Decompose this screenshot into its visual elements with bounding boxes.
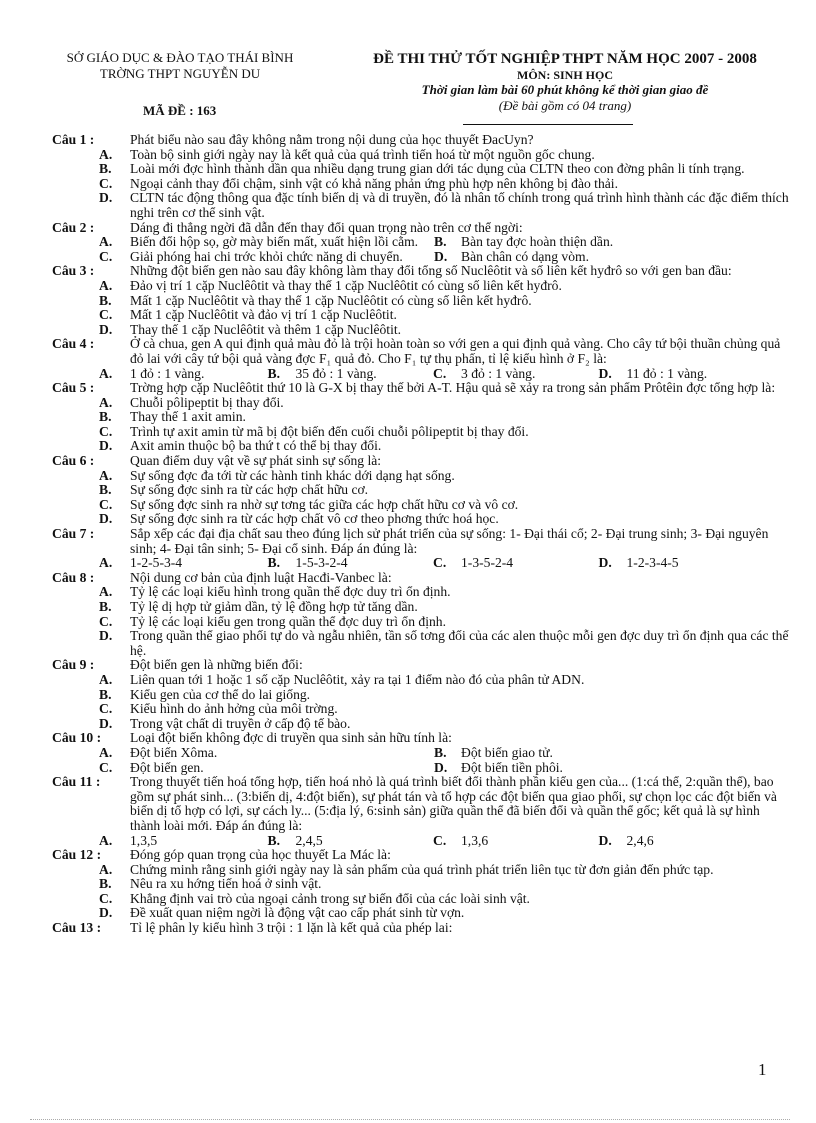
question-number: Câu 7 : — [52, 526, 95, 542]
footer-dotted-line — [30, 1119, 790, 1120]
option-letter: C. — [99, 248, 113, 264]
option-text: Kiểu hình do ảnh hởng của môi trờng. — [130, 701, 338, 717]
option-letter: B. — [99, 686, 112, 702]
question-number: Câu 8 : — [52, 569, 95, 585]
answer-option — [99, 584, 792, 600]
answer-option — [99, 234, 461, 250]
exam-title: ĐỀ THI THỬ TỐT NGHIỆP THPT NĂM HỌC 2007 - 2008 — [373, 51, 757, 67]
option-letter: C. — [99, 423, 113, 439]
option-letter: B. — [267, 365, 280, 381]
question-item — [52, 658, 792, 731]
question-number: Câu 3 : — [52, 263, 95, 279]
option-text: Đột biến giao tử. — [461, 744, 553, 760]
option-text: Mất 1 cặp Nuclêôtit và đảo vị trí 1 cặp Nuclêôtit. — [130, 307, 397, 323]
option-letter: A. — [99, 467, 113, 483]
answer-option — [598, 832, 793, 849]
option-letter: B. — [99, 482, 112, 498]
option-text: Thay thế 1 axit amin. — [130, 409, 246, 425]
option-text: 1-2-3-4-5 — [626, 555, 679, 571]
option-letter: A. — [99, 146, 113, 162]
option-letter: D. — [99, 190, 113, 206]
option-text: 2,4,5 — [295, 832, 323, 848]
answer-option — [99, 307, 792, 323]
option-text: Chứng minh rằng sinh giới ngày nay là sản phẩm của quá trình phát triển liên tục từ đơn giản đến phức tạp. — [130, 861, 714, 877]
question-item — [52, 221, 792, 265]
option-letter: B. — [267, 555, 280, 571]
option-letter: A. — [99, 555, 113, 571]
subject-line: MÔN: SINH HỌC — [517, 68, 613, 82]
option-text: 3 đỏ : 1 vàng. — [461, 365, 536, 381]
answer-option — [99, 628, 792, 658]
answer-option — [99, 599, 792, 615]
option-text: 1-3-5-2-4 — [461, 555, 514, 571]
option-letter: D. — [598, 365, 612, 381]
option-text: Sự sống đợc sinh ra từ các hợp chất hữu cơ. — [130, 482, 369, 498]
answer-option — [434, 744, 792, 761]
option-text: Đột biến gen. — [130, 759, 204, 775]
option-letter: D. — [99, 511, 113, 527]
option-letter: A. — [99, 861, 113, 877]
question-stem: Những đột biến gen nào sau đây không làm thay đổi tổng số Nuclêôtit và số liên kết hyđrô so với gen ban đầu: — [130, 263, 732, 279]
question-list — [52, 133, 792, 936]
question-item — [52, 921, 792, 936]
option-text: 2,4,6 — [626, 832, 654, 848]
option-letter: D. — [99, 905, 113, 921]
answer-option — [99, 905, 792, 921]
option-text: 1-2-5-3-4 — [130, 555, 183, 571]
issuer-header — [40, 50, 320, 82]
option-text: Toàn bộ sinh giới ngày nay là kết quả của quá trình tiến hoá từ một nguồn gốc chung. — [130, 146, 595, 162]
answer-option — [99, 715, 792, 732]
department-name: SỞ GIÁO DỤC & ĐÀO TẠO THÁI BÌNH — [66, 50, 294, 65]
option-text: Thay thế 1 cặp Nuclêôtit và thêm 1 cặp Nuclêôtit. — [130, 321, 402, 337]
question-stem: Trờng hợp cặp Nuclêôtit thứ 10 là G-X bị thay thế bởi A-T. Hậu quả sẽ xảy ra trong sản phẩm Prôtêin đợc tổng hợp là: — [130, 380, 776, 396]
option-letter: A. — [99, 234, 113, 250]
question-stem: Sắp xếp các đại địa chất sau theo đúng lịch sử phát triển của sự sống: 1- Đại thái cổ; 2- Đại trung sinh; 3- Đại nguyên sinh; 4- Đại tân sinh; 5- Đại cổ sinh. Đáp án đúng là: — [130, 526, 769, 556]
option-text: Sự sống đợc sinh ra nhờ sự tơng tác giữa các hợp chất hữu cơ và vô cơ. — [130, 496, 519, 512]
option-letter: D. — [99, 438, 113, 454]
option-letter: D. — [99, 628, 113, 644]
question-number: Câu 6 : — [52, 453, 95, 469]
option-text: Ngoại cảnh thay đổi chậm, sinh vật có khả năng phản ứng phù hợp nên không bị đào thải. — [130, 175, 618, 191]
option-letter: B. — [434, 234, 447, 250]
question-item — [52, 775, 792, 848]
option-letter: A. — [99, 394, 113, 410]
option-text: 1,3,5 — [130, 832, 158, 848]
answer-option — [99, 146, 792, 163]
answer-option — [99, 759, 461, 776]
answer-option — [99, 701, 792, 717]
option-letter: D. — [598, 832, 612, 848]
option-letter: C. — [99, 701, 113, 717]
option-text: Sự sống đợc sinh ra từ các hợp chất vô cơ theo phơng thức hoá học. — [130, 511, 499, 527]
option-letter: A. — [99, 365, 113, 381]
question-number: Câu 12 : — [52, 847, 102, 863]
question-item — [52, 133, 792, 221]
question-number: Câu 9 : — [52, 657, 95, 673]
option-text: Đề xuất quan niệm ngời là động vật cao cấp phát sinh từ vợn. — [130, 905, 465, 921]
option-text: Sự sống đợc đa tới từ các hành tinh khác dới dạng hạt sống. — [130, 467, 455, 483]
option-text: Giải phóng hai chi trớc khỏi chức năng di chuyển. — [130, 248, 403, 264]
answer-option — [99, 292, 792, 309]
option-text: Liên quan tới 1 hoặc 1 số cặp Nuclêôtit, xảy ra tại 1 điểm nào đó của phân tử ADN. — [130, 671, 585, 687]
option-text: Loài mới đợc hình thành dần qua nhiều dạng trung gian dới tác dụng của CLTN theo con đờng phân li tính trạng. — [130, 161, 745, 177]
option-letter: C. — [99, 307, 113, 323]
answer-option — [99, 613, 792, 630]
option-letter: C. — [433, 365, 447, 381]
answer-option — [99, 190, 792, 220]
option-text: 1-5-3-2-4 — [295, 555, 348, 571]
option-letter: A. — [99, 671, 113, 687]
answer-option — [99, 423, 792, 440]
option-text: Axit amin thuộc bộ ba thứ t có thể bị thay đổi. — [130, 438, 382, 454]
question-item — [52, 731, 792, 775]
question-item — [52, 381, 792, 454]
option-text: 1 đỏ : 1 vàng. — [130, 365, 205, 381]
option-letter: D. — [434, 248, 448, 264]
question-stem: Ở cà chua, gen A qui định quả màu đỏ là trội hoàn toàn so với gen a qui định quả vàng. Cho cây tứ bội thuần chủng quả đỏ lai với cây tứ bội quả vàng đợc F₁ quả đỏ. Cho F₁ tự thụ phấn, tỉ lệ kiểu hình ở F₂ là: — [130, 336, 781, 366]
option-text: Trong quần thể giao phối tự do và ngẫu nhiên, tần số tơng đối của các alen thuộc mỗi gen đợc duy trì ổn định qua các thế hệ. — [130, 628, 789, 658]
option-letter: A. — [99, 744, 113, 760]
option-letter: C. — [99, 759, 113, 775]
answer-option — [99, 277, 792, 294]
option-letter: D. — [99, 715, 113, 731]
question-item — [52, 337, 792, 381]
exam-header — [350, 50, 780, 114]
option-text: 1,3,6 — [461, 832, 489, 848]
option-letter: A. — [99, 832, 113, 848]
answer-option — [434, 248, 792, 265]
question-stem: Trong thuyết tiến hoá tổng hợp, tiến hoá nhỏ là quá trình biết đổi thành phần kiểu gen của... (1:cá thể, 2:quần thể), bao gồm sự phát sinh... (3:biến dị, 4:đột biến), sự phát tán và tổ hợp các đột biến qua giao phối, sự chọn lọc các đột biến và biến dị tổ hợp có lợi, sự cách ly... (5:địa lý, 6:sinh sản) giữa quần thể đã biến đổi và quần thể gốc; kết quả là sự hình thành loài mới. Đáp án đúng là: — [130, 774, 777, 833]
answer-option — [99, 890, 792, 907]
option-text: Bàn tay đợc hoàn thiện dần. — [461, 234, 614, 250]
exam-code: MÃ ĐỀ : 163 — [143, 103, 217, 118]
option-letter: C. — [99, 175, 113, 191]
question-stem: Đột biến gen là những biến đổi: — [130, 657, 303, 673]
option-letter: D. — [99, 321, 113, 337]
answer-option — [99, 248, 461, 265]
answer-option — [434, 234, 792, 250]
question-stem: Dáng đi thẳng ngời đã dẫn đến thay đổi quan trọng nào trên cơ thể ngời: — [130, 219, 523, 235]
school-name: TRỜNG THPT NGUYỄN DU — [99, 66, 261, 81]
answer-option — [99, 496, 792, 513]
question-stem: Quan điểm duy vật về sự phát sinh sự sống là: — [130, 453, 382, 469]
answer-option — [99, 686, 792, 703]
question-stem: Nội dung cơ bản của định luật Hacđi-Vanbec là: — [130, 569, 392, 585]
answer-option — [99, 409, 792, 425]
option-text: Mất 1 cặp Nuclêôtit và thay thế 1 cặp Nuclêôtit có cùng số liên kết hyđrô. — [130, 292, 532, 308]
option-letter: B. — [434, 744, 447, 760]
question-number: Câu 1 : — [52, 132, 95, 147]
option-letter: B. — [99, 599, 112, 614]
header-divider — [463, 124, 633, 125]
option-letter: B. — [99, 409, 112, 425]
option-letter: C. — [99, 890, 113, 906]
time-note: Thời gian làm bài 60 phút không kể thời gian giao đề — [421, 82, 709, 97]
option-letter: C. — [433, 555, 447, 571]
option-text: Đột biến Xôma. — [130, 744, 218, 760]
question-item — [52, 454, 792, 527]
pages-note: (Đề bài gồm có 04 trang) — [498, 98, 632, 113]
question-number: Câu 10 : — [52, 730, 102, 746]
option-letter: C. — [99, 496, 113, 512]
question-number: Câu 13 : — [52, 920, 102, 936]
option-text: Trong vật chất di truyền ở cấp độ tế bào. — [130, 715, 351, 731]
option-text: Nêu ra xu hớng tiến hoá ở sinh vật. — [130, 876, 322, 892]
answer-option — [99, 876, 792, 892]
option-text: 35 đỏ : 1 vàng. — [295, 365, 377, 381]
option-letter: C. — [433, 832, 447, 848]
question-stem: Đóng góp quan trọng của học thuyết La Mác là: — [130, 847, 391, 863]
question-stem: Loại đột biến không đợc di truyền qua sinh sản hữu tính là: — [130, 730, 452, 746]
answer-option — [99, 467, 792, 484]
question-number: Câu 4 : — [52, 336, 95, 352]
question-item — [52, 848, 792, 921]
option-text: Tỷ lệ các loại kiểu gen trong quần thể đợc duy trì ổn định. — [130, 613, 446, 629]
question-stem: Phát biểu nào sau đây không nằm trong nội dung của học thuyết ĐacUyn? — [130, 132, 534, 147]
answer-option — [99, 511, 792, 527]
answer-option — [598, 365, 793, 382]
answer-option — [434, 759, 792, 776]
option-text: Biến đổi hộp sọ, gờ mày biến mất, xuất hiện lồi cằm. — [130, 234, 419, 250]
question-number: Câu 5 : — [52, 380, 95, 396]
option-text: Tỷ lệ các loại kiểu hình trong quần thể đợc duy trì ổn định. — [130, 584, 451, 600]
answer-option — [99, 744, 461, 761]
option-letter: D. — [434, 759, 448, 775]
answer-option — [99, 175, 792, 192]
option-text: Kiểu gen của cơ thể do lai giống. — [130, 686, 311, 702]
option-text: Đảo vị trí 1 cặp Nuclêôtit và thay thế 1 cặp Nuclêôtit có cùng số liên kết hyđrô. — [130, 277, 562, 293]
question-item — [52, 527, 792, 571]
option-text: Đột biến tiền phôi. — [461, 759, 563, 775]
option-text: Tỷ lệ dị hợp tử giảm dần, tỷ lệ đồng hợp tử tăng dần. — [130, 599, 418, 614]
option-letter: B. — [99, 292, 112, 308]
option-text: Khẳng định vai trò của ngoại cảnh trong sự biến đổi của các loài sinh vật. — [130, 890, 530, 906]
option-letter: B. — [99, 161, 112, 177]
option-text: Bàn chân có dạng vòm. — [461, 248, 589, 264]
option-letter: A. — [99, 584, 113, 600]
option-text: CLTN tác động thông qua đặc tính biến dị và di truyền, đó là nhân tố chính trong quá trình hình thành các đặc điểm thích nghi trên cơ thể sinh vật. — [130, 190, 789, 220]
question-number: Câu 11 : — [52, 774, 101, 790]
answer-option — [99, 861, 792, 878]
answer-option — [99, 438, 792, 454]
option-letter: B. — [99, 876, 112, 892]
question-number: Câu 2 : — [52, 219, 95, 235]
question-item — [52, 264, 792, 337]
option-letter: A. — [99, 277, 113, 293]
answer-option — [99, 394, 792, 411]
answer-option — [99, 161, 792, 177]
option-letter: B. — [267, 832, 280, 848]
option-text: Chuỗi pôlipeptit bị thay đổi. — [130, 394, 284, 410]
option-text: 11 đỏ : 1 vàng. — [626, 365, 708, 381]
page-number: 1 — [758, 1060, 767, 1079]
option-text: Trình tự axit amin từ mã bị đột biến đến cuối chuỗi pôlipeptit bị thay đổi. — [130, 423, 529, 439]
option-letter: C. — [99, 613, 113, 629]
question-item — [52, 571, 792, 659]
answer-option — [598, 555, 793, 571]
question-stem: Tỉ lệ phân ly kiểu hình 3 trội : 1 lặn là kết quả của phép lai: — [130, 920, 453, 936]
answer-option — [99, 482, 792, 498]
answer-option — [99, 671, 792, 688]
option-letter: D. — [598, 555, 612, 571]
